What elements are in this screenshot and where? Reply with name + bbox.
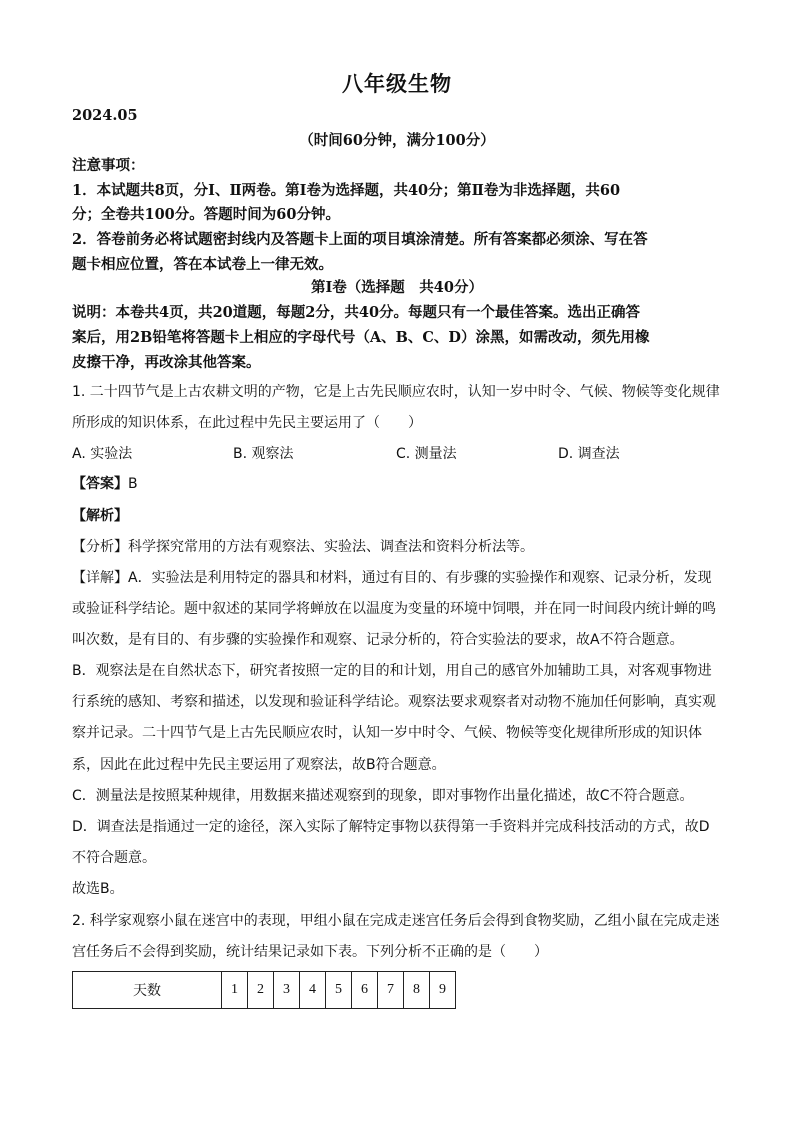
table-cell: 2 [248, 972, 274, 1009]
q1-answer [72, 474, 138, 494]
table-cell: 9 [430, 972, 456, 1009]
section1-desc-line2: 案后，用2B铅笔将答题卡上相应的字母代号（A、B、C、D）涂黑，如需改动，须先用橡 [72, 329, 650, 346]
notes-item2-line1: 2．答卷前务必将试题密封线内及答题卡上面的项目填涂清楚。所有答案都必须涂、写在答 [72, 231, 648, 248]
q1-stem-line2: 所形成的知识体系，在此过程中先民主要运用了（ ） [72, 415, 422, 431]
table-cell: 7 [378, 972, 404, 1009]
section1-desc-line3: 皮擦干净，再改涂其他答案。 [72, 354, 261, 371]
q1-stem-line1: 1. 二十四节气是上古农耕文明的产物，它是上古先民顺应农时，认知一岁中时令、气候、物候等变化规律 [72, 384, 720, 400]
q1-detail-line: 或验证科学结论。题中叙述的某同学将蝉放在以温度为变量的环境中饲喂，并在同一时间段内统计蝉的鸣 [72, 601, 716, 617]
table-cell: 6 [352, 972, 378, 1009]
q1-detail-line: 叫次数，是有目的、有步骤的实验操作和观察、记录分析的，符合实验法的要求，故A不符合题意。 [72, 632, 684, 648]
q1-conclusion: 故选B。 [72, 881, 124, 897]
section1-title: 第Ⅰ卷（选择题 共40分） [311, 279, 483, 296]
table-cell: 1 [222, 972, 248, 1009]
q1-detail-line: 不符合题意。 [72, 850, 156, 866]
q1-option-b: B. 观察法 [233, 446, 294, 462]
q1-detail-line: D．调查法是指通过一定的途径，深入实际了解特定事物以获得第一手资料并完成科技活动的方式，故D [72, 819, 710, 835]
table-cell: 5 [326, 972, 352, 1009]
notes-item1-line1: 1．本试题共8页，分Ⅰ、Ⅱ两卷。第Ⅰ卷为选择题，共40分；第Ⅱ卷为非选择题，共60 [72, 182, 621, 199]
q2-stem-line1: 2. 科学家观察小鼠在迷宫中的表现，甲组小鼠在完成走迷宫任务后会得到食物奖励，乙组小鼠在完成走迷 [72, 913, 720, 929]
q2-stem-line2: 宫任务后不会得到奖励，统计结果记录如下表。下列分析不正确的是（ ） [72, 944, 548, 960]
q1-fenxi: 【分析】科学探究常用的方法有观察法、实验法、调查法和资料分析法等。 [72, 539, 534, 555]
exam-date: 2024.05 [72, 107, 138, 124]
notes-item2-line2: 题卡相应位置，答在本试卷上一律无效。 [72, 256, 333, 273]
table-header-cell: 天数 [73, 972, 222, 1009]
page-title: 八年级生物 [342, 71, 452, 96]
notes-item1-line2: 分；全卷共100分。答题时间为60分钟。 [72, 206, 340, 223]
section1-desc-line1: 说明：本卷共4页，共20道题，每题2分，共40分。每题只有一个最佳答案。选出正确答 [72, 304, 641, 321]
answer-value: B [128, 476, 138, 492]
table-row [73, 972, 456, 1009]
q1-detail-line: 行系统的感知、考察和描述，以发现和验证科学结论。观察法要求观察者对动物不施加任何影响，真实观 [72, 694, 716, 710]
q1-option-d: D. 调查法 [558, 446, 620, 462]
table-cell: 4 [300, 972, 326, 1009]
q1-detail-line: B．观察法是在自然状态下，研究者按照一定的目的和计划，用自己的感官外加辅助工具，对客观事物进 [72, 663, 712, 679]
analysis-tag: 【解析】 [72, 508, 128, 524]
time-limit: （时间60分钟，满分100分） [299, 132, 495, 149]
q2-table [72, 971, 456, 1009]
notes-heading: 注意事项： [72, 157, 145, 174]
q1-option-a: A. 实验法 [72, 446, 133, 462]
q1-detail-line: C．测量法是按照某种规律，用数据来描述观察到的现象，即对事物作出量化描述，故C不符合题意。 [72, 788, 694, 804]
table-cell: 8 [404, 972, 430, 1009]
q1-detail-line: 【详解】A．实验法是利用特定的器具和材料，通过有目的、有步骤的实验操作和观察、记录分析，发现 [72, 570, 712, 586]
answer-tag: 【答案】 [72, 476, 128, 492]
q1-option-c: C. 测量法 [396, 446, 457, 462]
table-cell: 3 [274, 972, 300, 1009]
q1-detail-line: 察并记录。二十四节气是上古先民顺应农时，认知一岁中时令、气候、物候等变化规律所形成的知识体 [72, 725, 702, 741]
q1-detail-line: 系，因此在此过程中先民主要运用了观察法，故B符合题意。 [72, 757, 446, 773]
